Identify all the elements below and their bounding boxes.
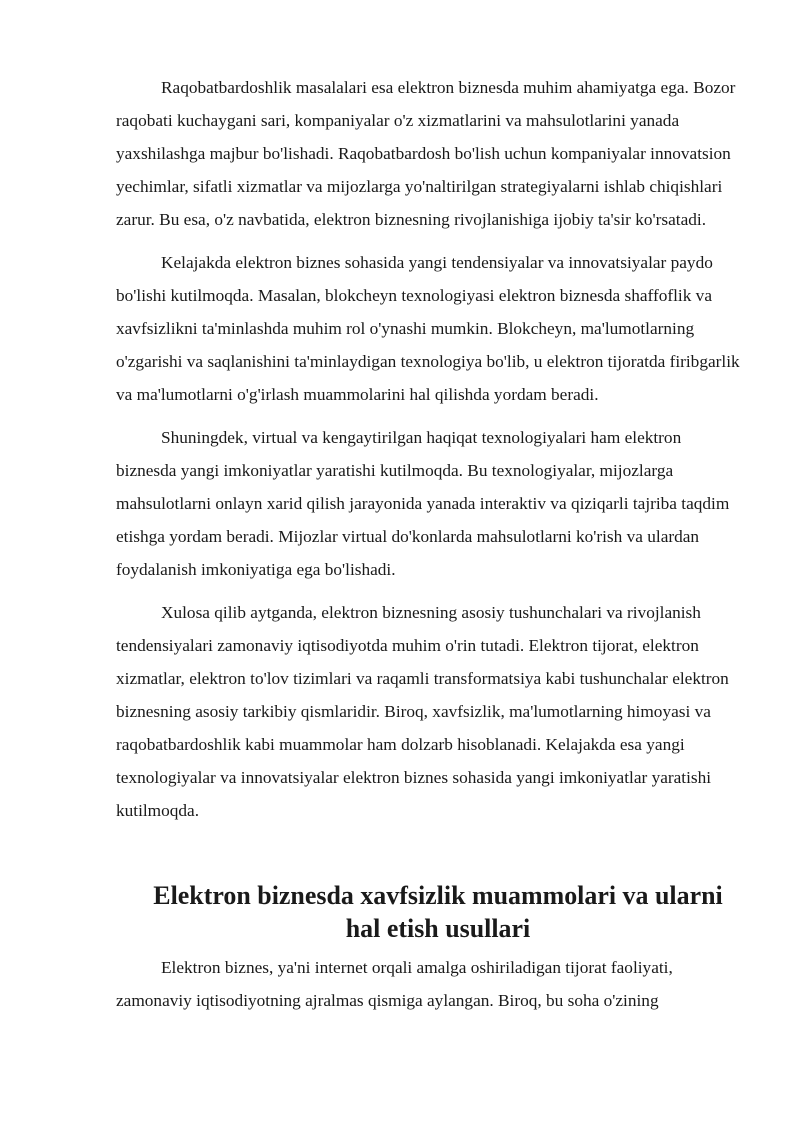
paragraph-competitiveness: Raqobatbardoshlik masalalari esa elektron biznesda muhim ahamiyatga ega. Bozor raqobati kuchaygani sari, kompaniyalar o'z xizmatlarini va mahsulotlarini yanada yaxshilashga majbur bo'lishadi. Raqobatbardosh bo'lish uchun kompaniyalar innovatsion yechimlar, sifatli xizmatlar va mijozlarga yo'naltirilgan strategiyalarni ishlab chiqishlari zarur. Bu esa, o'z navbatida, elektron biznesning rivojlanishiga ijobiy ta'sir ko'rsatadi. bbox=[116, 78, 736, 229]
paragraph-security-intro: Elektron biznes, ya'ni internet orqali amalga oshiriladigan tijorat faoliyati, zamonaviy iqtisodiyotning ajralmas qismiga aylangan. Biroq, bu soha o'zining bbox=[116, 958, 673, 1010]
paragraph-future-trends: Kelajakda elektron biznes sohasida yangi tendensiyalar va innovatsiyalar paydo bo'lishi kutilmoqda. Masalan, blokcheyn texnologiyasi elektron biznesda shaffoflik va xavfsizlikni ta'minlashda muhim rol o'ynashi mumkin. Blokcheyn, ma'lumotlarning o'zgarishi va saqlanishini ta'minlaydigan texnologiya bo'lib, u elektron tijoratda firibgarlik va ma'lumotlarni o'g'irlash muammolarini hal qilishda yordam beradi. bbox=[116, 253, 740, 404]
section-heading: Elektron biznesda xavfsizlik muammolari va ularni hal etish usullari bbox=[153, 881, 723, 943]
document-body bbox=[116, 71, 740, 1027]
paragraph-virtual-reality: Shuningdek, virtual va kengaytirilgan haqiqat texnologiyalari ham elektron biznesda yangi imkoniyatlar yaratishi kutilmoqda. Bu texnologiyalar, mijozlarga mahsulotlarni onlayn xarid qilish jarayonida yanada interaktiv va qiziqarli tajriba taqdim etishga yordam beradi. Mijozlar virtual do'konlarda mahsulotlarni ko'rish va ulardan foydalanish imkoniyatiga ega bo'lishadi. bbox=[116, 428, 730, 579]
paragraph-conclusion: Xulosa qilib aytganda, elektron biznesning asosiy tushunchalari va rivojlanish tendensiyalari zamonaviy iqtisodiyotda muhim o'rin tutadi. Elektron tijorat, elektron xizmatlar, elektron to'lov tizimlari va raqamli transformatsiya kabi tushunchalar elektron biznesning asosiy tarkibiy qismlaridir. Biroq, xavfsizlik, ma'lumotlarning himoyasi va raqobatbardoshlik kabi muammolar ham dolzarb hisoblanadi. Kelajakda esa yangi texnologiyalar va innovatsiyalar elektron biznes sohasida yangi imkoniyatlar yaratishi kutilmoqda. bbox=[116, 603, 729, 820]
